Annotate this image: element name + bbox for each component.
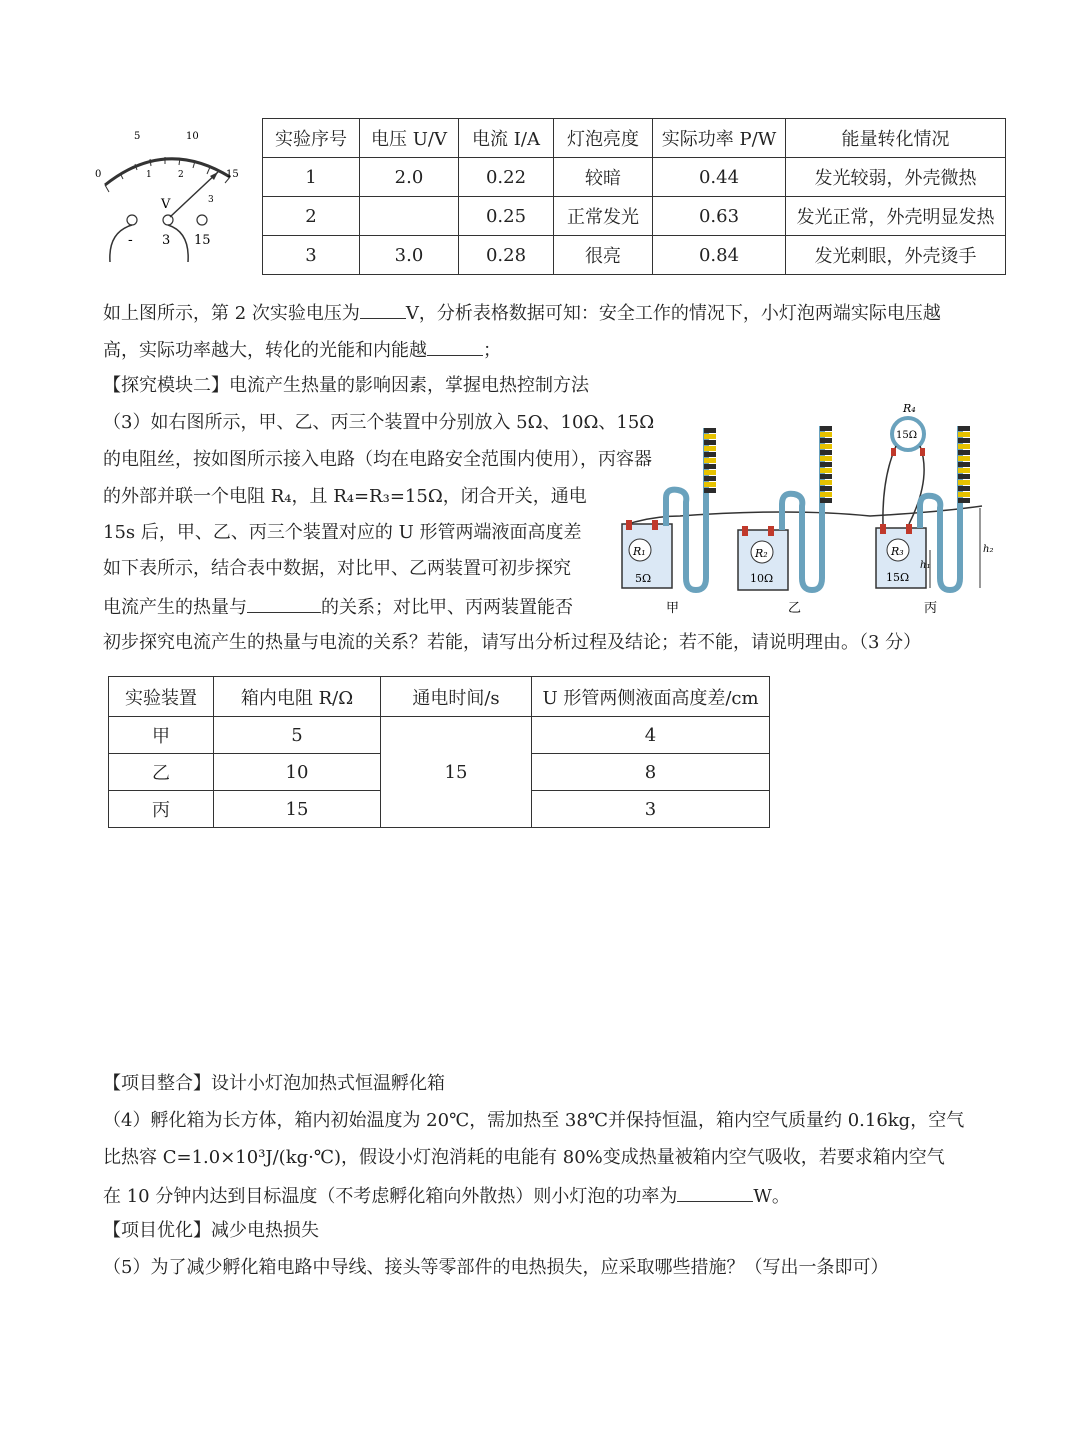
q3-text: 的关系；对比甲、丙两装置能否	[321, 597, 573, 618]
q3-line-1: （3）如右图所示，甲、乙、丙三个装置中分别放入 5Ω、10Ω、15Ω	[103, 412, 655, 433]
table-header: 实验序号	[263, 119, 360, 158]
table-cell: 甲	[109, 717, 214, 754]
apparatus-label-yi: 乙	[788, 601, 802, 616]
table-cell: 0.84	[653, 236, 786, 275]
table-cell: 发光刺眼，外壳烫手	[786, 236, 1006, 275]
table-row	[263, 236, 1006, 275]
resistor-value: 5Ω	[635, 572, 652, 585]
table-cell: 很亮	[554, 236, 653, 275]
q2-text: 高，实际功率越大，转化的光能和内能越	[103, 340, 427, 361]
apparatus-label-bing: 丙	[924, 601, 938, 616]
resistor-label: R₃	[891, 545, 904, 558]
apparatus-label-jia: 甲	[666, 601, 680, 616]
voltmeter-figure	[90, 122, 250, 272]
scale-label-2: 2	[178, 170, 184, 180]
terminal-minus: -	[128, 232, 133, 248]
table-header-row	[109, 677, 770, 717]
scale-label-1: 1	[146, 170, 152, 180]
table-cell: 0.28	[459, 236, 554, 275]
scale-label-3: 3	[208, 195, 214, 205]
answer-blank[interactable]	[247, 594, 321, 613]
table-cell: 15	[381, 717, 532, 828]
resistor-value: 10Ω	[750, 572, 774, 585]
terminal-3: 3	[162, 233, 171, 248]
table-cell	[360, 197, 459, 236]
scale-label-5: 5	[134, 131, 141, 142]
table-header: 灯泡亮度	[554, 119, 653, 158]
table-header: 实验装置	[109, 677, 214, 717]
q2-line-2	[103, 337, 501, 363]
table-cell: 0.44	[653, 158, 786, 197]
answer-blank[interactable]	[677, 1183, 753, 1202]
heating-apparatus-figure	[610, 398, 1000, 620]
terminal-15: 15	[194, 233, 211, 248]
table-header-row	[263, 119, 1006, 158]
table-cell: 正常发光	[554, 197, 653, 236]
table-cell: 3	[532, 791, 770, 828]
q3-line-5: 如下表所示，结合表中数据，对比甲、乙两装置可初步探究	[103, 558, 571, 579]
table-cell: 8	[532, 754, 770, 791]
scale-label-15: 15	[226, 169, 239, 180]
table-cell: 发光正常，外壳明显发热	[786, 197, 1006, 236]
table-cell: 0.22	[459, 158, 554, 197]
q3-line-3: 的外部并联一个电阻 R₄，且 R₄=R₃=15Ω，闭合开关，通电	[103, 486, 587, 507]
r4-value: 15Ω	[896, 430, 918, 441]
table-header: U 形管两侧液面高度差/cm	[532, 677, 770, 717]
q4-text: W。	[753, 1186, 790, 1207]
table-cell: 15	[214, 791, 381, 828]
table-cell: 5	[214, 717, 381, 754]
table-header: 电流 I/A	[459, 119, 554, 158]
q2-text: ；	[483, 340, 501, 361]
table-row	[109, 717, 770, 754]
q3-line-7: 初步探究电流产生的热量与电流的关系？若能，请写出分析过程及结论；若不能，请说明理由。（3 分）	[103, 632, 922, 653]
r4-label: R₄	[903, 402, 916, 415]
integration-title: 【项目整合】设计小灯泡加热式恒温孵化箱	[103, 1073, 445, 1094]
table-cell: 10	[214, 754, 381, 791]
resistor-label: R₁	[633, 545, 646, 558]
module2-title: 【探究模块二】电流产生热量的影响因素，掌握电热控制方法	[103, 375, 589, 396]
table-row	[263, 158, 1006, 197]
q3-line-4: 15s 后，甲、乙、丙三个装置对应的 U 形管两端液面高度差	[103, 522, 582, 543]
table-cell: 1	[263, 158, 360, 197]
scale-label-0: 0	[95, 169, 102, 180]
q3-text: 电流产生的热量与	[103, 597, 247, 618]
table-cell: 乙	[109, 754, 214, 791]
table-header: 能量转化情况	[786, 119, 1006, 158]
q2-text: V，分析表格数据可知：安全工作的情况下，小灯泡两端实际电压越	[405, 303, 941, 324]
table-cell: 丙	[109, 791, 214, 828]
q2-text: 如上图所示，第 2 次实验电压为	[103, 303, 360, 324]
table-cell: 2	[263, 197, 360, 236]
table-cell: 0.25	[459, 197, 554, 236]
q4-line-2: 比热容 C=1.0×10³J/(kg·℃)，假设小灯泡消耗的电能有 80%变成热量被箱内空气吸收，若要求箱内空气	[103, 1147, 945, 1168]
table-header: 通电时间/s	[381, 677, 532, 717]
voltmeter-unit: V	[161, 197, 171, 212]
optimize-title: 【项目优化】减少电热损失	[103, 1220, 319, 1241]
q4-line-3	[103, 1183, 790, 1209]
answer-blank[interactable]	[427, 337, 483, 356]
table-cell: 4	[532, 717, 770, 754]
table-cell: 3.0	[360, 236, 459, 275]
q3-line-2: 的电阻丝，按如图所示接入电路（均在电路安全范围内使用），丙容器	[103, 449, 652, 470]
q4-text: 在 10 分钟内达到目标温度（不考虑孵化箱向外散热）则小灯泡的功率为	[103, 1186, 678, 1207]
table-row	[263, 197, 1006, 236]
scale-label-10: 10	[186, 131, 199, 142]
experiment-table-1	[262, 118, 1006, 275]
table-cell: 0.63	[653, 197, 786, 236]
h1-label: h₁	[920, 560, 931, 571]
table-cell: 2.0	[360, 158, 459, 197]
q5-line: （5）为了减少孵化箱电路中导线、接头等零部件的电热损失，应采取哪些措施？（写出一条即可）	[103, 1257, 889, 1278]
table-header: 电压 U/V	[360, 119, 459, 158]
q2-line-1	[103, 300, 941, 326]
table-cell: 发光较弱，外壳微热	[786, 158, 1006, 197]
q4-line-1: （4）孵化箱为长方体，箱内初始温度为 20℃，需加热至 38℃并保持恒温，箱内空气质量约 0.16kg，空气	[103, 1110, 965, 1131]
h2-label: h₂	[983, 544, 994, 555]
resistor-label: R₂	[755, 547, 768, 560]
q3-line-6	[103, 594, 573, 620]
table-cell: 3	[263, 236, 360, 275]
resistor-value: 15Ω	[886, 571, 910, 584]
answer-blank[interactable]	[360, 300, 406, 319]
table-header: 箱内电阻 R/Ω	[214, 677, 381, 717]
table-header: 实际功率 P/W	[653, 119, 786, 158]
table-cell: 较暗	[554, 158, 653, 197]
experiment-table-2	[108, 676, 770, 828]
